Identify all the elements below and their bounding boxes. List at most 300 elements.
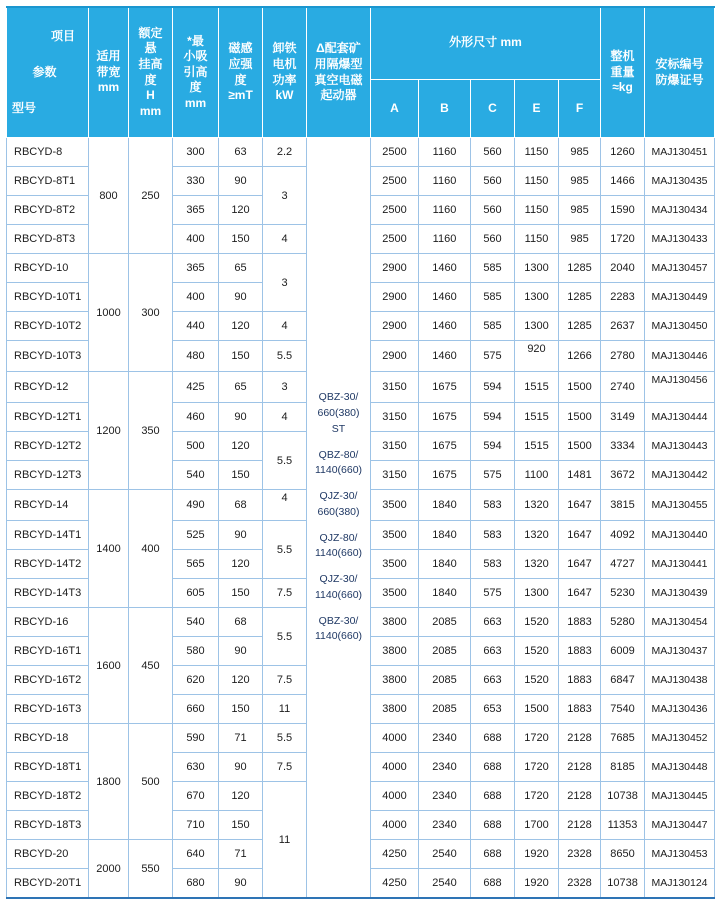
cell-weight: 6009 [601,637,645,666]
cell-motor-power: 5.5 [263,432,307,490]
cell-cert-number: MAJ130443 [645,432,715,461]
cell-dim-a: 2500 [371,138,419,167]
cell-dim-a: 3800 [371,608,419,637]
cell-min-attract-height: 300 [173,138,219,167]
cell-weight: 2040 [601,254,645,283]
cell-dim-e: 1920 [515,840,559,869]
cell-min-attract-height: 460 [173,403,219,432]
cell-cert-number: MAJ130124 [645,869,715,899]
cell-model: RBCYD-10 [7,254,89,283]
cell-motor-power: 5.5 [263,341,307,372]
cell-dim-a: 3500 [371,550,419,579]
cell-magnetic-induction: 150 [219,461,263,490]
cell-magnetic-induction: 90 [219,637,263,666]
cell-weight: 3149 [601,403,645,432]
cell-magnetic-induction: 120 [219,432,263,461]
cell-motor-power: 5.5 [263,521,307,579]
cell-weight: 8185 [601,753,645,782]
cell-motor-power: 5.5 [263,724,307,753]
cell-weight: 5230 [601,579,645,608]
cell-dim-e: 1720 [515,753,559,782]
cell-dim-e: 1515 [515,403,559,432]
cell-cert-number: MAJ130452 [645,724,715,753]
cell-bandwidth: 800 [89,138,129,254]
cell-dim-f: 1647 [559,490,601,521]
cell-dim-e: 920 [515,341,559,372]
cell-dim-b: 1675 [419,461,471,490]
cell-dim-a: 2500 [371,225,419,254]
cell-dim-b: 2540 [419,840,471,869]
cell-min-attract-height: 680 [173,869,219,899]
cell-cert-number: MAJ130456 [645,372,715,403]
cell-dim-e: 1150 [515,138,559,167]
cell-cert-number: MAJ130451 [645,138,715,167]
cell-dim-e: 1150 [515,167,559,196]
cell-magnetic-induction: 63 [219,138,263,167]
cell-dim-f: 1285 [559,254,601,283]
cell-dim-c: 653 [471,695,515,724]
cell-model: RBCYD-18T3 [7,811,89,840]
cell-model: RBCYD-18T1 [7,753,89,782]
cell-dim-b: 1840 [419,490,471,521]
cell-dim-a: 2900 [371,254,419,283]
cell-dim-a: 4000 [371,782,419,811]
cell-dim-b: 2340 [419,811,471,840]
cell-cert-number: MAJ130437 [645,637,715,666]
cell-dim-c: 688 [471,840,515,869]
cell-dim-f: 1883 [559,666,601,695]
cell-dim-f: 1481 [559,461,601,490]
cell-dim-c: 583 [471,550,515,579]
cell-motor-power: 3 [263,372,307,403]
cell-dim-f: 1285 [559,283,601,312]
cell-dim-a: 2900 [371,283,419,312]
cell-weight: 10738 [601,782,645,811]
cell-motor-power: 5.5 [263,608,307,666]
cell-magnetic-induction: 120 [219,666,263,695]
cell-model: RBCYD-12T2 [7,432,89,461]
header-row-main [7,7,715,79]
cell-dim-b: 1160 [419,196,471,225]
cell-dim-c: 560 [471,138,515,167]
cell-dim-b: 1460 [419,254,471,283]
cell-dim-b: 1675 [419,432,471,461]
cell-cert-number: MAJ130439 [645,579,715,608]
cell-dim-a: 4000 [371,811,419,840]
header-hanging-height: 额定 悬 挂高 度 H mm [129,7,173,138]
cell-model: RBCYD-20T1 [7,869,89,899]
cell-magnetic-induction: 90 [219,167,263,196]
cell-motor-power: 11 [263,782,307,899]
cell-weight: 7685 [601,724,645,753]
cell-dim-c: 585 [471,283,515,312]
cell-cert-number: MAJ130446 [645,341,715,372]
cell-dim-c: 585 [471,254,515,283]
cell-dim-f: 1266 [559,341,601,372]
cell-dim-a: 4250 [371,869,419,899]
cell-hanging-height: 350 [129,372,173,490]
cell-dim-e: 1300 [515,312,559,341]
cell-bandwidth: 1200 [89,372,129,490]
cell-dim-b: 2340 [419,724,471,753]
cell-dim-b: 1460 [419,312,471,341]
cell-weight: 4727 [601,550,645,579]
cell-weight: 3815 [601,490,645,521]
cell-motor-power: 7.5 [263,753,307,782]
cell-dim-b: 1675 [419,403,471,432]
cell-cert-number: MAJ130440 [645,521,715,550]
cell-motor-power: 4 [263,312,307,341]
cell-dim-c: 688 [471,869,515,899]
cell-motor-power: 3 [263,254,307,312]
cell-weight: 3672 [601,461,645,490]
cell-cert-number: MAJ130448 [645,753,715,782]
cell-dim-f: 2328 [559,840,601,869]
cell-min-attract-height: 605 [173,579,219,608]
cell-dim-a: 3500 [371,579,419,608]
cell-dim-e: 1300 [515,254,559,283]
cell-min-attract-height: 670 [173,782,219,811]
cell-dim-c: 688 [471,782,515,811]
cell-dim-a: 2900 [371,312,419,341]
cell-cert-number: MAJ130455 [645,490,715,521]
cell-min-attract-height: 590 [173,724,219,753]
starter-model: QJZ-30/ 660(380) [317,490,360,518]
starter-model: QJZ-30/ 1140(660) [314,573,363,601]
cell-min-attract-height: 480 [173,341,219,372]
cell-min-attract-height: 620 [173,666,219,695]
cell-magnetic-induction: 150 [219,341,263,372]
cell-weight: 8650 [601,840,645,869]
header-cert: 安标编号 防爆证号 [645,7,715,138]
cell-model: RBCYD-10T3 [7,341,89,372]
cell-dim-a: 4000 [371,753,419,782]
cell-dim-e: 1300 [515,579,559,608]
cell-dim-e: 1515 [515,372,559,403]
cell-model: RBCYD-18T2 [7,782,89,811]
cell-dim-b: 2085 [419,666,471,695]
cell-min-attract-height: 500 [173,432,219,461]
cell-weight: 1720 [601,225,645,254]
header-bandwidth: 适用 带宽 mm [89,7,129,138]
cell-dim-f: 1647 [559,550,601,579]
cell-dim-a: 3800 [371,637,419,666]
cell-cert-number: MAJ130435 [645,167,715,196]
header-dim-b: B [419,79,471,138]
cell-dim-a: 2500 [371,167,419,196]
cell-weight: 2780 [601,341,645,372]
cell-cert-number: MAJ130445 [645,782,715,811]
cell-dim-e: 1320 [515,550,559,579]
cell-dim-f: 2328 [559,869,601,899]
cell-dim-a: 3500 [371,521,419,550]
cell-magnetic-induction: 120 [219,782,263,811]
cell-min-attract-height: 400 [173,225,219,254]
cell-dim-f: 1647 [559,579,601,608]
cell-dim-e: 1100 [515,461,559,490]
cell-dim-a: 3150 [371,432,419,461]
cell-dim-e: 1150 [515,196,559,225]
cell-cert-number: MAJ130447 [645,811,715,840]
cell-weight: 1260 [601,138,645,167]
cell-bandwidth: 2000 [89,840,129,899]
cell-dim-f: 985 [559,196,601,225]
cell-dim-b: 1840 [419,579,471,608]
cell-magnetic-induction: 71 [219,724,263,753]
cell-dim-c: 594 [471,403,515,432]
cell-magnetic-induction: 90 [219,521,263,550]
header-dim-f: F [559,79,601,138]
cell-cert-number: MAJ130454 [645,608,715,637]
cell-magnetic-induction: 90 [219,753,263,782]
table-row [7,138,715,167]
cell-cert-number: MAJ130444 [645,403,715,432]
cell-dim-b: 1160 [419,225,471,254]
cell-bandwidth: 1400 [89,490,129,608]
cell-dim-c: 594 [471,372,515,403]
cell-magnetic-induction: 150 [219,225,263,254]
cell-min-attract-height: 540 [173,608,219,637]
cell-dim-b: 2540 [419,869,471,899]
cell-hanging-height: 400 [129,490,173,608]
cell-weight: 7540 [601,695,645,724]
cell-min-attract-height: 490 [173,490,219,521]
cell-dim-f: 985 [559,138,601,167]
corner-wrap [7,24,88,122]
cell-dim-f: 2128 [559,753,601,782]
corner-label-param: 参数 [32,64,57,79]
header-starter: Δ配套矿 用隔爆型 真空电磁 起动器 [307,7,371,138]
cell-magnetic-induction: 150 [219,695,263,724]
cell-weight: 2283 [601,283,645,312]
cell-cert-number: MAJ130453 [645,840,715,869]
cell-model: RBCYD-12T1 [7,403,89,432]
cell-magnetic-induction: 90 [219,869,263,899]
cell-dim-c: 560 [471,167,515,196]
cell-dim-b: 1160 [419,138,471,167]
cell-starter-models [307,138,371,899]
cell-dim-f: 1285 [559,312,601,341]
cell-weight: 1466 [601,167,645,196]
cell-dim-c: 575 [471,461,515,490]
cell-dim-e: 1515 [515,432,559,461]
cell-dim-e: 1720 [515,724,559,753]
cell-motor-power: 7.5 [263,666,307,695]
header-weight: 整机 重量 ≈kg [601,7,645,138]
cell-dim-f: 2128 [559,811,601,840]
cell-dim-e: 1520 [515,637,559,666]
cell-min-attract-height: 425 [173,372,219,403]
cell-min-attract-height: 580 [173,637,219,666]
cell-dim-f: 2128 [559,724,601,753]
cell-magnetic-induction: 120 [219,550,263,579]
cell-dim-b: 1840 [419,550,471,579]
cell-dim-a: 3500 [371,490,419,521]
cell-dim-e: 1520 [515,666,559,695]
cell-hanging-height: 550 [129,840,173,899]
cell-weight: 5280 [601,608,645,637]
cell-model: RBCYD-14T1 [7,521,89,550]
cell-hanging-height: 500 [129,724,173,840]
cell-hanging-height: 250 [129,138,173,254]
cell-weight: 1590 [601,196,645,225]
cell-weight: 6847 [601,666,645,695]
cell-dim-e: 1150 [515,225,559,254]
cell-dim-a: 3150 [371,461,419,490]
cell-magnetic-induction: 68 [219,490,263,521]
cell-dim-e: 1500 [515,695,559,724]
cell-min-attract-height: 330 [173,167,219,196]
cell-model: RBCYD-16T1 [7,637,89,666]
cell-min-attract-height: 540 [173,461,219,490]
cell-magnetic-induction: 120 [219,196,263,225]
cell-dim-c: 575 [471,341,515,372]
cell-dim-a: 3150 [371,403,419,432]
cell-dim-f: 1500 [559,432,601,461]
cell-magnetic-induction: 120 [219,312,263,341]
cell-motor-power: 2.2 [263,138,307,167]
starter-model: QBZ-30/ 1140(660) [314,614,363,643]
cell-dim-f: 1500 [559,403,601,432]
header-model-corner [7,7,89,138]
starter-model: QJZ-80/ 1140(660) [314,531,363,560]
cell-dim-b: 2085 [419,608,471,637]
cell-dim-e: 1320 [515,490,559,521]
cell-dim-c: 560 [471,225,515,254]
cell-dim-b: 1675 [419,372,471,403]
cell-dim-f: 2128 [559,782,601,811]
magnetic-separator-spec-table [6,6,715,899]
cell-magnetic-induction: 90 [219,403,263,432]
cell-dim-c: 575 [471,579,515,608]
cell-dim-a: 2900 [371,341,419,372]
starter-model: QBZ-30/ 660(380) ST [317,391,360,435]
cell-cert-number: MAJ130457 [645,254,715,283]
cell-min-attract-height: 630 [173,753,219,782]
cell-min-attract-height: 660 [173,695,219,724]
cell-dim-c: 583 [471,490,515,521]
cell-dim-b: 1840 [419,521,471,550]
cell-cert-number: MAJ130434 [645,196,715,225]
cell-model: RBCYD-16T2 [7,666,89,695]
cell-magnetic-induction: 65 [219,254,263,283]
cell-model: RBCYD-8T2 [7,196,89,225]
cell-model: RBCYD-18 [7,724,89,753]
cell-hanging-height: 450 [129,608,173,724]
table-body [7,138,715,899]
cell-dim-c: 594 [471,432,515,461]
cell-model: RBCYD-14T3 [7,579,89,608]
cell-dim-a: 2500 [371,196,419,225]
cell-motor-power: 4 [263,225,307,254]
cell-dim-c: 560 [471,196,515,225]
cell-model: RBCYD-14T2 [7,550,89,579]
cell-dim-b: 1160 [419,167,471,196]
cell-weight: 2637 [601,312,645,341]
header-min-attract-height: *最 小吸 引高 度 mm [173,7,219,138]
cell-dim-f: 985 [559,167,601,196]
cell-dim-b: 1460 [419,283,471,312]
cell-dim-f: 1883 [559,695,601,724]
cell-dim-e: 1300 [515,283,559,312]
cell-min-attract-height: 525 [173,521,219,550]
cell-min-attract-height: 710 [173,811,219,840]
cell-dim-e: 1720 [515,782,559,811]
cell-min-attract-height: 440 [173,312,219,341]
cell-bandwidth: 1800 [89,724,129,840]
cell-dim-e: 1520 [515,608,559,637]
header-dimensions-group: 外形尺寸 mm [371,7,601,79]
cell-motor-power: 3 [263,167,307,225]
cell-dim-c: 688 [471,753,515,782]
cell-cert-number: MAJ130438 [645,666,715,695]
cell-bandwidth: 1000 [89,254,129,372]
cell-dim-f: 1883 [559,637,601,666]
cell-model: RBCYD-8 [7,138,89,167]
cell-dim-c: 583 [471,521,515,550]
cell-dim-f: 1647 [559,521,601,550]
cell-dim-c: 663 [471,666,515,695]
cell-dim-e: 1320 [515,521,559,550]
cell-hanging-height: 300 [129,254,173,372]
table-header [7,7,715,138]
cell-motor-power: 4 [263,403,307,432]
cell-model: RBCYD-8T1 [7,167,89,196]
cell-model: RBCYD-12 [7,372,89,403]
cell-dim-e: 1920 [515,869,559,899]
cell-model: RBCYD-12T3 [7,461,89,490]
cell-cert-number: MAJ130433 [645,225,715,254]
cell-magnetic-induction: 150 [219,579,263,608]
cell-magnetic-induction: 71 [219,840,263,869]
cell-dim-c: 663 [471,608,515,637]
cell-model: RBCYD-10T1 [7,283,89,312]
cell-model: RBCYD-14 [7,490,89,521]
cell-motor-power: 4 [263,490,307,521]
cell-dim-c: 688 [471,724,515,753]
cell-min-attract-height: 365 [173,254,219,283]
cell-min-attract-height: 400 [173,283,219,312]
cell-motor-power: 11 [263,695,307,724]
cell-model: RBCYD-10T2 [7,312,89,341]
cell-min-attract-height: 565 [173,550,219,579]
cell-dim-b: 1460 [419,341,471,372]
cell-cert-number: MAJ130436 [645,695,715,724]
cell-dim-c: 663 [471,637,515,666]
cell-dim-b: 2340 [419,782,471,811]
cell-dim-f: 985 [559,225,601,254]
cell-weight: 10738 [601,869,645,899]
cell-weight: 2740 [601,372,645,403]
cell-model: RBCYD-20 [7,840,89,869]
cell-magnetic-induction: 90 [219,283,263,312]
cell-bandwidth: 1600 [89,608,129,724]
cell-magnetic-induction: 65 [219,372,263,403]
cell-dim-a: 3800 [371,695,419,724]
header-dim-c: C [471,79,515,138]
cell-weight: 11353 [601,811,645,840]
header-magnetic-induction: 磁感 应强 度 ≥mT [219,7,263,138]
cell-motor-power: 7.5 [263,579,307,608]
cell-dim-f: 1883 [559,608,601,637]
header-dim-a: A [371,79,419,138]
cell-magnetic-induction: 68 [219,608,263,637]
header-motor-power: 卸铁 电机 功率 kW [263,7,307,138]
cell-dim-b: 2340 [419,753,471,782]
cell-magnetic-induction: 150 [219,811,263,840]
cell-cert-number: MAJ130442 [645,461,715,490]
cell-dim-a: 4000 [371,724,419,753]
